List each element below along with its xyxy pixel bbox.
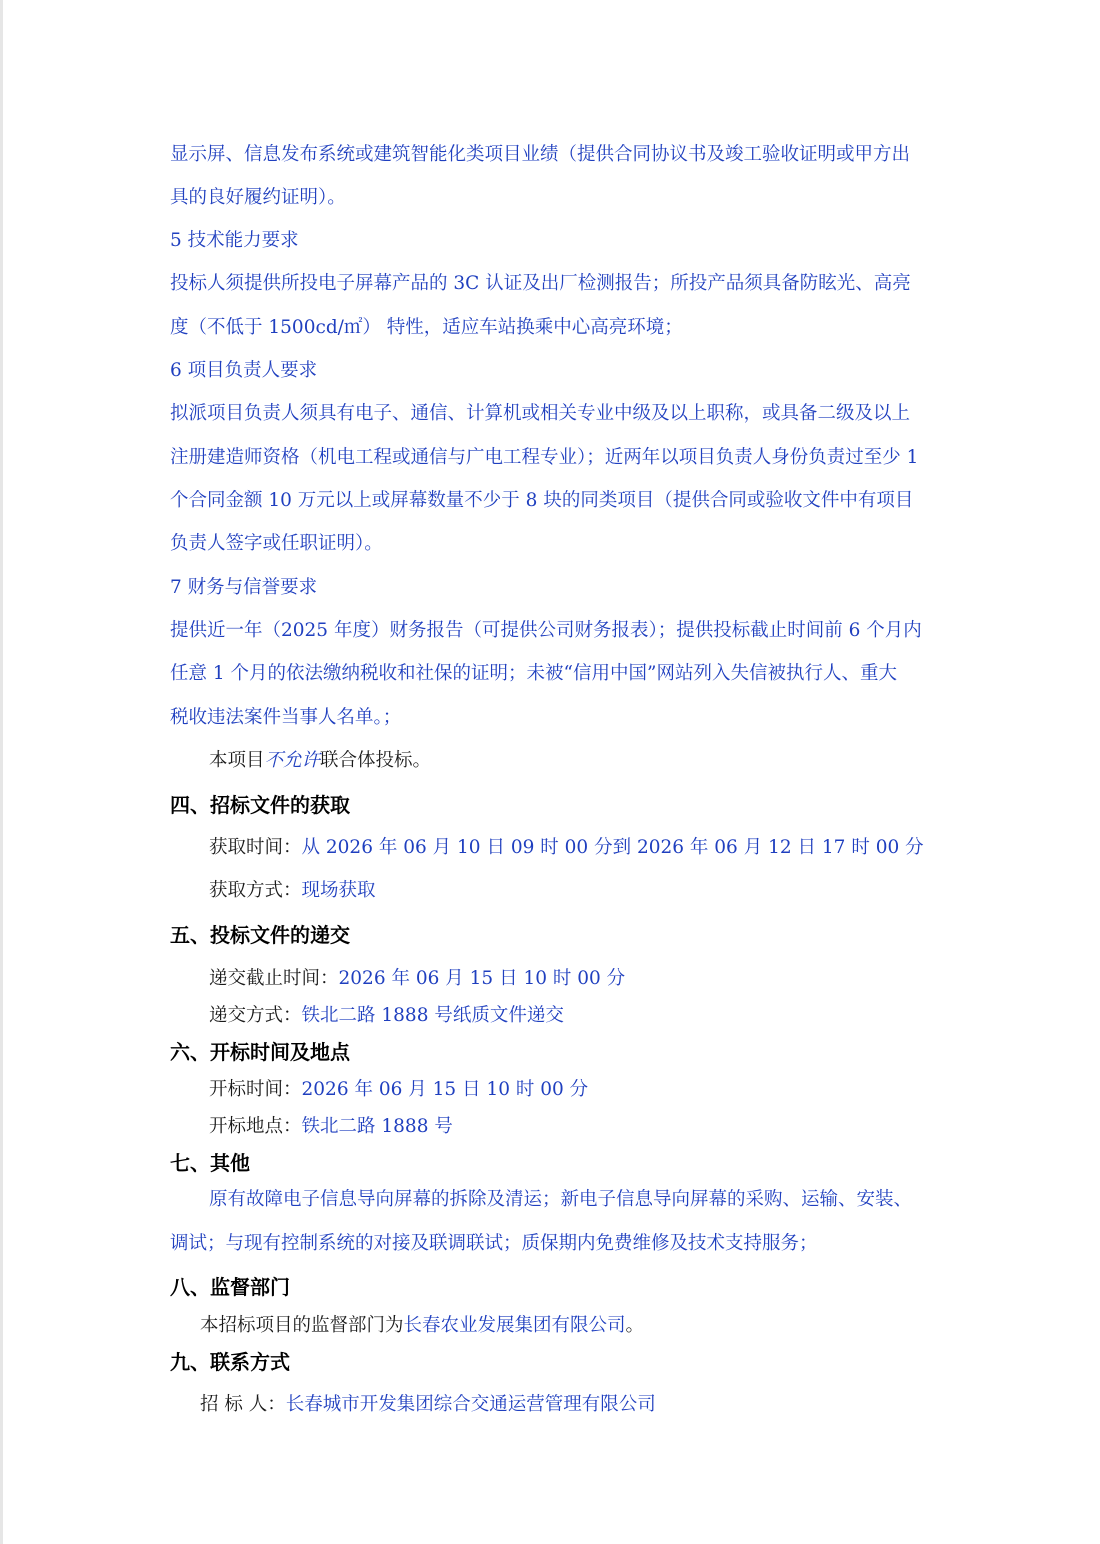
submission-deadline-value: 2026 年 06 月 15 日 10 时 00 分	[338, 968, 626, 989]
consortium-value: 不允许	[264, 750, 321, 771]
section-6-title: 6 项目负责人要求	[170, 360, 318, 381]
tenderer-label: 招 标 人：	[200, 1394, 286, 1415]
heading-bid-opening: 六、开标时间及地点	[170, 1040, 350, 1064]
submission-deadline	[209, 967, 625, 991]
heading-document-acquisition: 四、招标文件的获取	[170, 793, 350, 817]
section-6-text-line-1: 拟派项目负责人须具有电子、通信、计算机或相关专业中级及以上职称，或具备二级及以上	[170, 403, 911, 424]
supervision-prefix: 本招标项目的监督部门为	[200, 1315, 404, 1336]
section-7-text-line-3: 税收违法案件当事人名单。；	[170, 707, 402, 728]
supervision-statement	[200, 1314, 644, 1338]
submission-method-value: 铁北二路 1888 号纸质文件递交	[301, 1005, 564, 1026]
section-7-title: 7 财务与信誉要求	[170, 577, 318, 598]
opening-place-value: 铁北二路 1888 号	[301, 1116, 453, 1137]
section-7-text-line-1: 提供近一年（2025 年度）财务报告（可提供公司财务报表）；提供投标截止时间前 6 个月内	[170, 620, 922, 641]
acquisition-method-label: 获取方式：	[209, 880, 302, 901]
other-text-line-2: 调试；与现有控制系统的对接及联调联试；质保期内免费维修及技术支持服务；	[170, 1233, 818, 1254]
consortium-suffix: 联合体投标。	[320, 750, 432, 771]
heading-contact: 九、联系方式	[170, 1350, 290, 1374]
consortium-prefix: 本项目	[209, 750, 265, 771]
section-6-text-line-2: 注册建造师资格（机电工程或通信与广电工程专业）；近两年以项目负责人身份负责过至少 1	[170, 447, 919, 468]
heading-other: 七、其他	[170, 1151, 250, 1175]
acquisition-time-value: 从 2026 年 06 月 10 日 09 时 00 分到 2026 年 06 月 12 日 17 时 00 分	[301, 837, 924, 858]
section-6-text-line-3: 个合同金额 10 万元以上或屏幕数量不少于 8 块的同类项目（提供合同或验收文件中有项目	[170, 490, 914, 511]
consortium-statement	[209, 749, 431, 773]
other-text-line-1: 原有故障电子信息导向屏幕的拆除及清运；新电子信息导向屏幕的采购、运输、安装、	[209, 1189, 913, 1210]
acquisition-time-label: 获取时间：	[209, 837, 302, 858]
heading-supervision: 八、监督部门	[170, 1275, 290, 1299]
section-5-title: 5 技术能力要求	[170, 230, 299, 251]
submission-method	[209, 1004, 564, 1028]
performance-text-line-2: 具的良好履约证明）。	[170, 187, 346, 208]
section-7-text-line-2: 任意 1 个月的依法缴纳税收和社保的证明；未被“信用中国”网站列入失信被执行人、重大	[170, 663, 897, 684]
section-5-text-line-2: 度（不低于 1500cd/㎡） 特性，适应车站换乘中心高亮环境；	[170, 317, 683, 338]
section-5-text-line-1: 投标人须提供所投电子屏幕产品的 3C 认证及出厂检测报告；所投产品须具备防眩光、高亮	[170, 273, 911, 294]
acquisition-method-value: 现场获取	[301, 880, 376, 901]
page-edge	[0, 0, 3, 1544]
submission-deadline-label: 递交截止时间：	[209, 968, 339, 989]
opening-place	[209, 1115, 453, 1139]
tenderer-value: 长春城市开发集团综合交通运营管理有限公司	[285, 1394, 656, 1415]
acquisition-time	[209, 836, 924, 860]
acquisition-method	[209, 879, 376, 903]
opening-time	[209, 1078, 588, 1102]
supervision-value: 长春农业发展集团有限公司	[403, 1315, 626, 1336]
performance-text-line-1: 显示屏、信息发布系统或建筑智能化类项目业绩（提供合同协议书及竣工验收证明或甲方出	[170, 144, 911, 165]
supervision-suffix: 。	[625, 1315, 645, 1336]
submission-method-label: 递交方式：	[209, 1005, 302, 1026]
opening-time-label: 开标时间：	[209, 1079, 302, 1100]
opening-time-value: 2026 年 06 月 15 日 10 时 00 分	[301, 1079, 589, 1100]
section-6-text-line-4: 负责人签字或任职证明）。	[170, 533, 383, 554]
opening-place-label: 开标地点：	[209, 1116, 302, 1137]
tenderer	[200, 1393, 656, 1417]
heading-bid-submission: 五、投标文件的递交	[170, 923, 350, 947]
